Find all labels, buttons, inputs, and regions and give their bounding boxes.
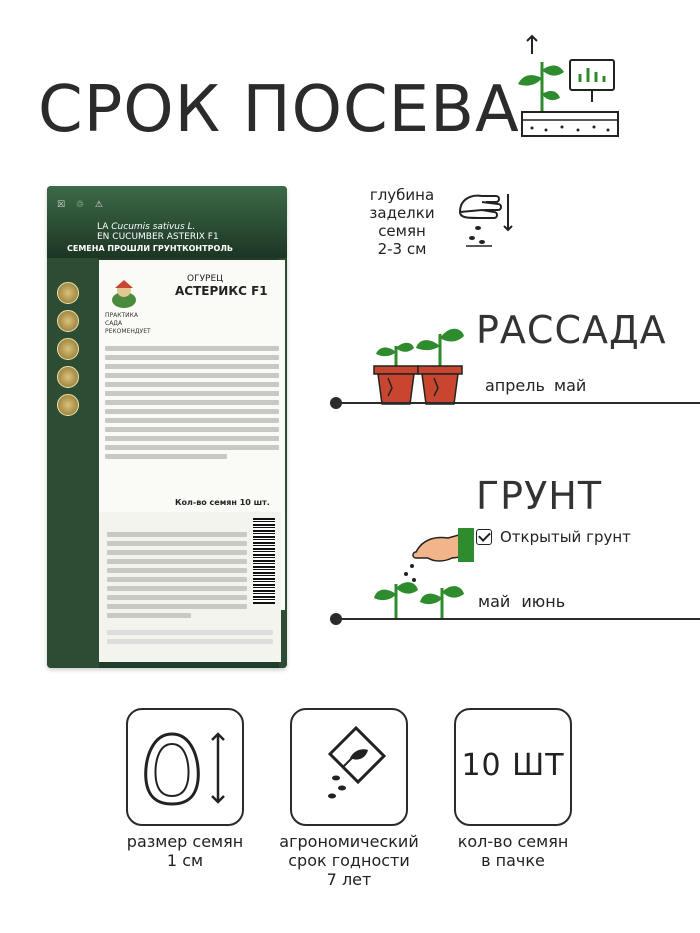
shelf-life-card bbox=[290, 708, 408, 826]
ground-months: май июнь bbox=[478, 592, 566, 611]
medal-icon bbox=[57, 282, 79, 304]
seed-bag-icon bbox=[292, 710, 405, 823]
packet-symbols: ☒ ♲ ⚠ bbox=[57, 200, 107, 210]
checkbox-icon bbox=[476, 529, 492, 545]
seed-size-icon bbox=[128, 710, 241, 823]
page-title: СРОК ПОСЕВА bbox=[38, 73, 520, 147]
seed-packet bbox=[47, 186, 287, 668]
packet-english-name: EN CUCUMBER ASTERIX F1 bbox=[97, 232, 219, 242]
ground-title: ГРУНТ bbox=[476, 474, 603, 518]
packet-description bbox=[105, 346, 279, 463]
shelf-life-caption: агрономический срок годности 7 лет bbox=[279, 832, 419, 889]
seed-size-card bbox=[126, 708, 244, 826]
medal-icon bbox=[57, 394, 79, 416]
packet-variety: АСТЕРИКС F1 bbox=[175, 284, 268, 298]
seedling-monitor-icon bbox=[512, 32, 622, 142]
barcode bbox=[253, 518, 275, 604]
cucumber-character-icon bbox=[107, 280, 141, 310]
open-ground-option bbox=[476, 528, 631, 546]
medal-icon bbox=[57, 310, 79, 332]
hand-sowing-icon bbox=[452, 182, 518, 248]
sowing-depth-text: глубина заделки семян 2-3 см bbox=[369, 186, 435, 258]
packet-crop: ОГУРЕЦ bbox=[187, 274, 224, 284]
packet-seed-count: Кол-во семян 10 шт. bbox=[175, 498, 270, 507]
medal-icon bbox=[57, 338, 79, 360]
seed-size-caption: размер семян 1 см bbox=[126, 832, 244, 870]
timeline-divider bbox=[336, 402, 700, 404]
packet-practice: ПРАКТИКА САДА РЕКОМЕНДУЕТ bbox=[105, 312, 151, 335]
seedlings-months: апрель май bbox=[485, 376, 587, 395]
timeline-divider bbox=[336, 618, 700, 620]
medal-icon bbox=[57, 366, 79, 388]
packet-ground-control: СЕМЕНА ПРОШЛИ ГРУНТКОНТРОЛЬ bbox=[67, 244, 233, 253]
seed-count-value: 10 ШТ bbox=[461, 748, 565, 783]
packet-latin-name: LA Cucumis sativus L. bbox=[97, 222, 196, 232]
open-ground-label: Открытый грунт bbox=[500, 528, 631, 546]
hand-planting-icon bbox=[372, 522, 474, 620]
seed-count-card bbox=[454, 708, 572, 826]
seed-count-caption: кол-во семян в пачке bbox=[457, 832, 569, 870]
seedling-pots-icon bbox=[368, 316, 470, 406]
packet-medals bbox=[57, 282, 81, 422]
seedlings-title: РАССАДА bbox=[476, 308, 667, 352]
